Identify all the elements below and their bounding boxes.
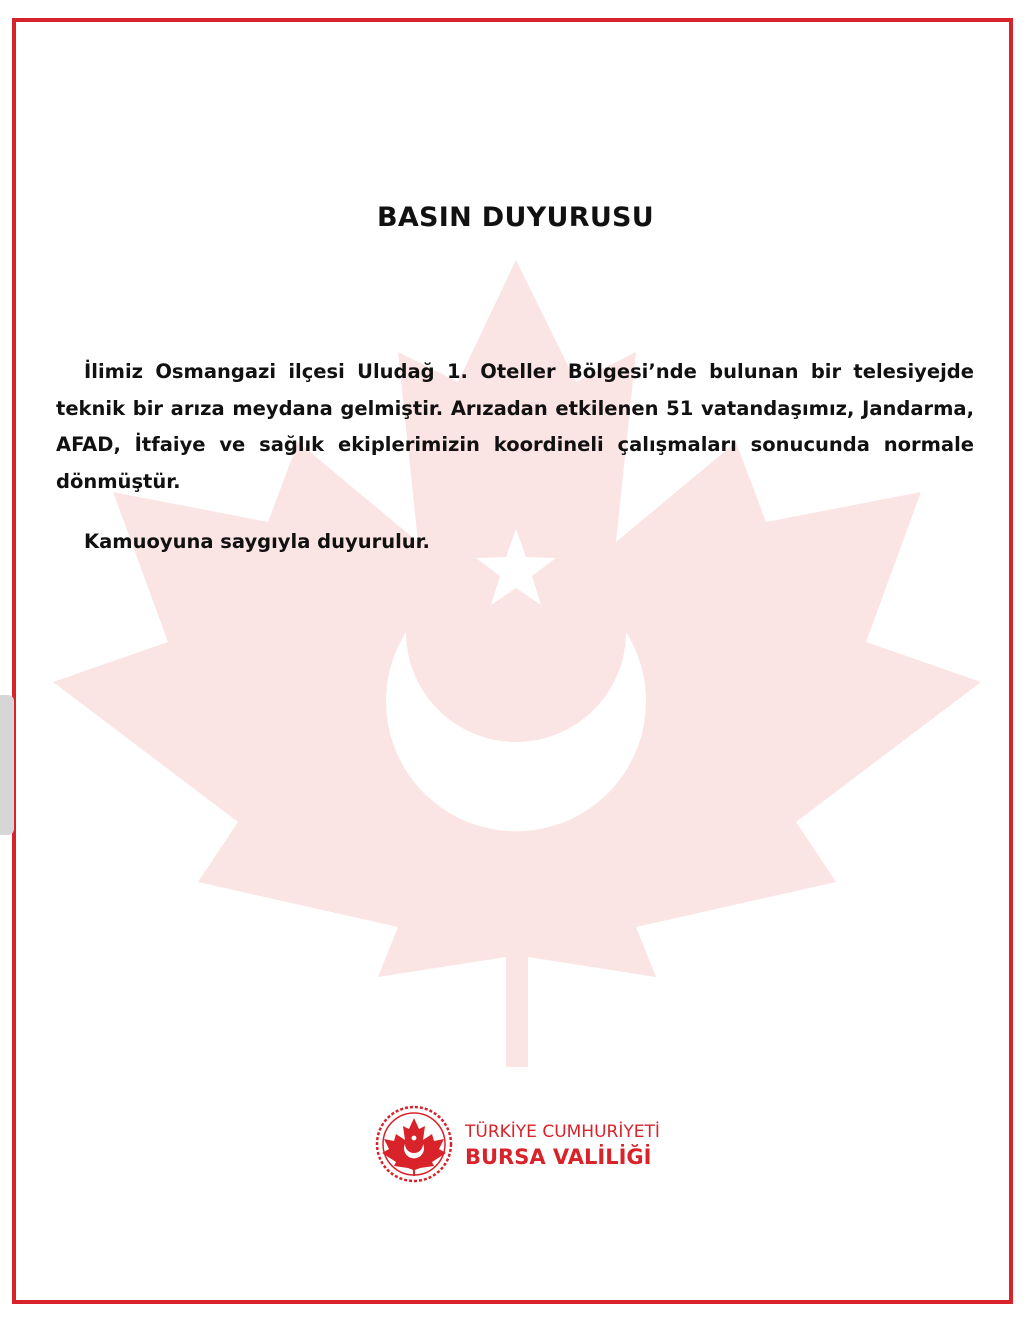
paragraph-announcement: İlimiz Osmangazi ilçesi Uludağ 1. Oteller Bölgesi’nde bulunan bir telesiyejde teknik bir arıza meydana gelmiştir. Arızadan etkilenen 51 vatandaşımız, Jandarma, AFAD, İtfaiye ve sağlık ekiplerimizin koordineli çalışmaları sonucunda normale dönmüştür. [56, 360, 974, 493]
logo-line-turkiye-cumhuriyeti: TÜRKİYE CUMHURİYETİ [465, 1122, 660, 1142]
logo-line-bursa-valiligi: BURSA VALİLİĞİ [465, 1145, 652, 1169]
paragraph-closing: Kamuoyuna saygıyla duyurulur. [84, 530, 430, 553]
page-title: BASIN DUYURUSU [376, 202, 655, 233]
scroll-handle[interactable] [0, 695, 14, 835]
bursa-valiligi-seal-icon [374, 1104, 454, 1184]
bursa-valiligi-logo [374, 1104, 674, 1184]
document-body [56, 354, 974, 561]
